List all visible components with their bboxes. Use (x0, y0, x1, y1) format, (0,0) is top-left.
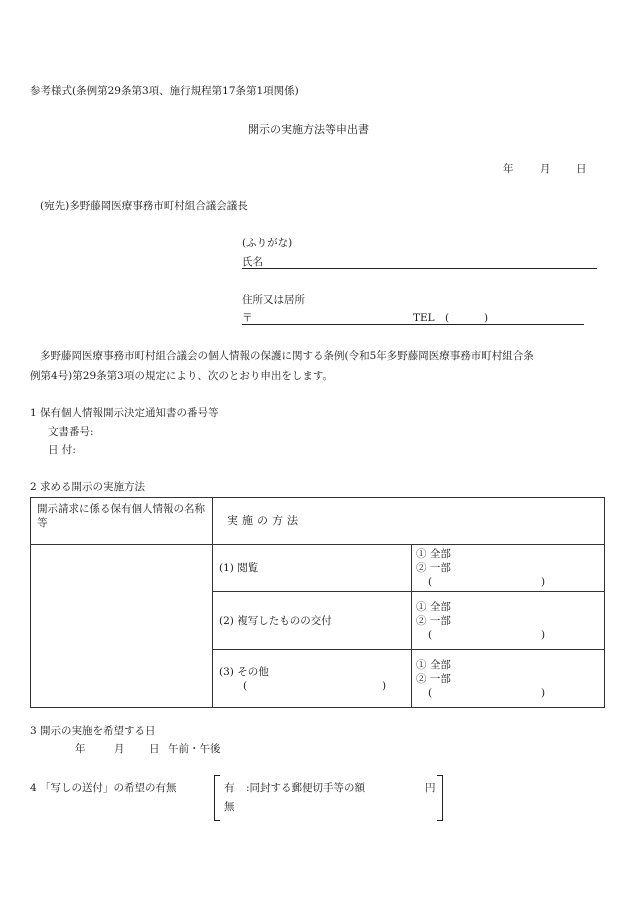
mail-yes-label[interactable]: 有 (224, 782, 235, 794)
right-bracket (437, 775, 443, 821)
method-label-1: (1) 閲覧 (219, 562, 259, 574)
option-paren-close-1: ) (541, 576, 546, 588)
desired-ampm: 午前・午後 (168, 743, 221, 755)
left-bracket (214, 775, 220, 821)
other-paren-open: ( (243, 679, 248, 692)
postal-mark: 〒 (242, 312, 253, 324)
method-row-1 (213, 545, 412, 592)
option-paren-open-3: ( (428, 686, 433, 699)
address-field[interactable] (242, 324, 584, 325)
body-line-2: 例第4号)第29条第3項の規定により、次のとおり申出をします。 (30, 370, 333, 382)
date-month: 月 (540, 163, 551, 175)
option-part-3[interactable]: ② 一部 (416, 672, 451, 685)
notice-date-label: 日 付: (48, 444, 76, 456)
mail-no-label[interactable]: 無 (224, 801, 235, 813)
method-row-3 (213, 650, 412, 708)
section4-heading: 4 「写しの送付」の希望の有無 (30, 782, 177, 794)
col1-header: 開示請求に係る保有個人情報の名称等 (31, 498, 213, 545)
option-cell-2[interactable] (412, 592, 605, 650)
option-all-2[interactable]: ① 全部 (416, 600, 451, 613)
section1-heading: 1 保有個人情報開示決定通知書の番号等 (30, 407, 219, 419)
doc-number-label: 文書番号: (48, 426, 94, 438)
method-table (30, 497, 605, 708)
other-paren-close: ) (382, 679, 387, 692)
section3-heading: 3 開示の実施を希望する日 (30, 725, 156, 737)
mail-yes-detail: :同封する郵便切手等の額 (246, 782, 366, 794)
col2-header: 実施の方法 (213, 498, 605, 545)
method-label-2: (2) 複写したものの交付 (219, 614, 332, 627)
desired-day: 日 (149, 743, 160, 755)
body-line-1: 多野藤岡医療事務市町村組合議会の個人情報の保護に関する条例(令和5年多野藤岡医療事務市町村組合条 (40, 350, 534, 362)
tel-paren-close: ) (484, 312, 489, 324)
desired-year: 年 (75, 743, 86, 755)
name-field[interactable] (242, 268, 597, 269)
date-year: 年 (503, 163, 514, 175)
section2-heading: 2 求める開示の実施方法 (30, 481, 146, 493)
option-cell-1[interactable] (412, 545, 605, 592)
tel-paren-open: ( (445, 312, 450, 324)
reference-label: 参考様式(条例第29条第3項、施行規程第17条第1項関係) (30, 85, 299, 97)
option-paren-open-1: ( (428, 576, 433, 588)
info-name-cell[interactable] (31, 545, 213, 708)
option-paren-close-2: ) (541, 628, 546, 641)
mail-yen: 円 (425, 782, 436, 794)
name-label: 氏名 (242, 256, 263, 268)
furigana-label: (ふりがな) (242, 237, 293, 249)
option-cell-3[interactable] (412, 650, 605, 708)
option-all-3[interactable]: ① 全部 (416, 658, 451, 671)
method-row-2 (213, 592, 412, 650)
address-label: 住所又は居所 (242, 294, 305, 306)
option-paren-close-3: ) (541, 686, 546, 699)
date-day: 日 (576, 163, 587, 175)
tel-label: TEL (413, 312, 435, 324)
option-all-1[interactable]: ① 全部 (416, 548, 451, 560)
addressee: (宛先)多野藤岡医療事務市町村組合議会議長 (40, 200, 248, 212)
page-title: 開示の実施方法等申出書 (248, 123, 369, 136)
option-part-2[interactable]: ② 一部 (416, 614, 451, 627)
option-part-1[interactable]: ② 一部 (416, 562, 451, 574)
desired-month: 月 (114, 743, 125, 755)
option-paren-open-2: ( (428, 628, 433, 641)
method-label-3: (3) その他 (219, 665, 269, 678)
